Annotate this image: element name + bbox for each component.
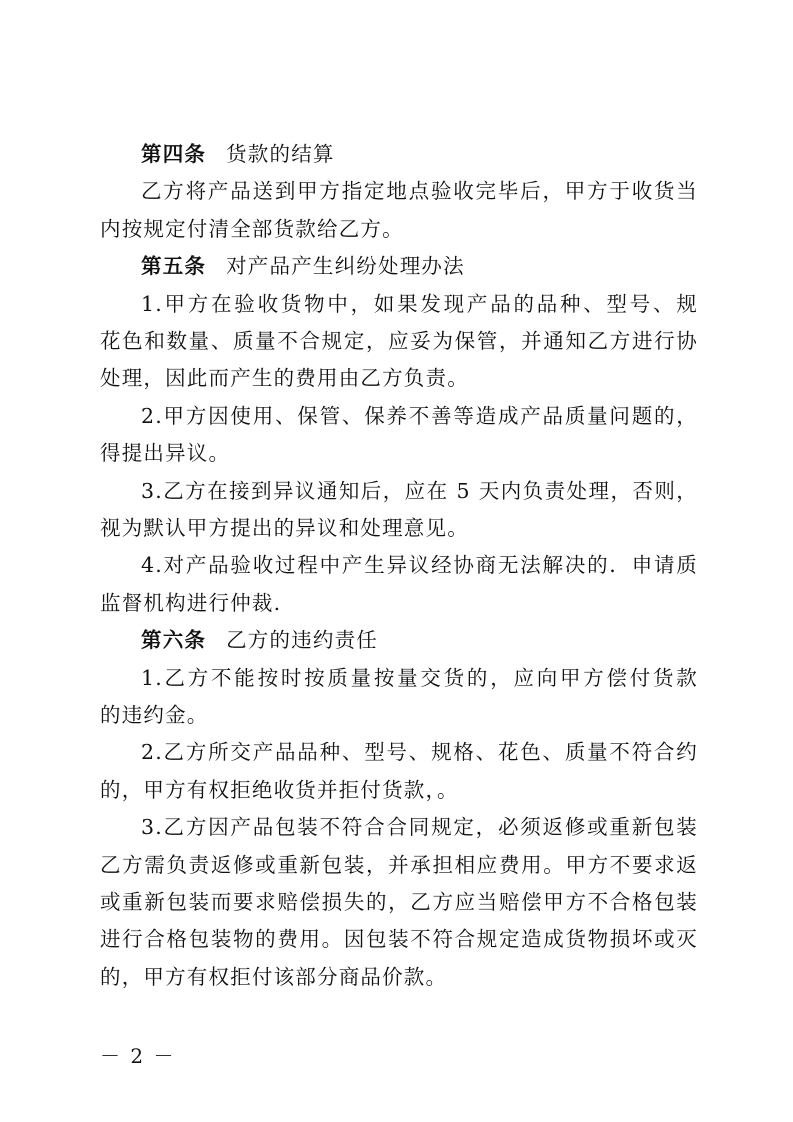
article-4-heading (100, 136, 698, 173)
article-4-title: 第四条 (141, 142, 207, 166)
article-6-item-3-line-3: 或重新包装而要求赔偿损失的，乙方应当赔偿甲方不合格包装 (100, 889, 698, 914)
article-5-item-3-line-2: 视为默认甲方提出的异议和处理意见。 (100, 515, 469, 540)
article-5-item-3-line-1: 3.乙方在接到异议通知后，应在 5 天内负责处理，否则， (141, 478, 698, 503)
article-5-item-1-line-1: 1.甲方在验收货物中，如果发现产品的品种、型号、规 (141, 291, 698, 316)
article-5-item-4-line-1: 4.对产品验收过程中产生异议经协商无法解决的．申请质 (141, 553, 698, 578)
article-5-item-1-line-2: 花色和数量、质量不合规定，应妥为保管，并通知乙方进行协 (100, 329, 698, 353)
article-6-item-1-line-1: 1.乙方不能按时按质量按量交货的，应向甲方偿付货款 (141, 665, 698, 690)
article-6-title: 第六条 (141, 628, 207, 653)
article-6-item-1-line-2: 的违约金。 (100, 702, 209, 727)
article-5-item-4-line-2: 监督机构进行仲裁. (100, 590, 282, 615)
article-5-item-1-line-3: 处理，因此而产生的费用由乙方负责。 (100, 366, 469, 391)
page-number: － 2 － (100, 1044, 176, 1068)
article-6-item-2-line-1: 2.乙方所交产品品种、型号、规格、花色、质量不符合约 (141, 740, 698, 765)
article-5-item-2-line-2: 得提出异议。 (100, 441, 231, 466)
article-6-subject: 乙方的违约责任 (226, 628, 379, 653)
article-4-subject: 货款的结算 (226, 142, 335, 166)
article-6-item-3-line-5: 的，甲方有权拒付该部分商品价款。 (100, 964, 448, 989)
article-5-heading (100, 248, 698, 285)
article-4-line-2: 内按规定付清全部货款给乙方。 (100, 216, 404, 241)
article-5-item-2-line-1: 2.甲方因使用、保管、保养不善等造成产品质量问题的， (141, 403, 698, 428)
document-body (100, 136, 698, 996)
article-6-heading (100, 622, 698, 659)
article-5-subject: 对产品产生纠纷处理办法 (226, 254, 465, 279)
article-6-item-3-line-1: 3.乙方因产品包装不符合合同规定，必须返修或重新包装 (141, 815, 698, 840)
article-6-item-2-line-2: 的，甲方有权拒绝收货并拒付货款，。 (100, 777, 459, 802)
article-6-item-3-line-2: 乙方需负责返修或重新包装，并承担相应费用。甲方不要求返 (100, 852, 698, 877)
article-4-line-1: 乙方将产品送到甲方指定地点验收完毕后，甲方于收货当 (141, 179, 698, 204)
article-6-item-3-line-4: 进行合格包装物的费用。因包装不符合规定造成货物损坏或灭 (100, 927, 698, 952)
article-5-title: 第五条 (141, 254, 207, 279)
